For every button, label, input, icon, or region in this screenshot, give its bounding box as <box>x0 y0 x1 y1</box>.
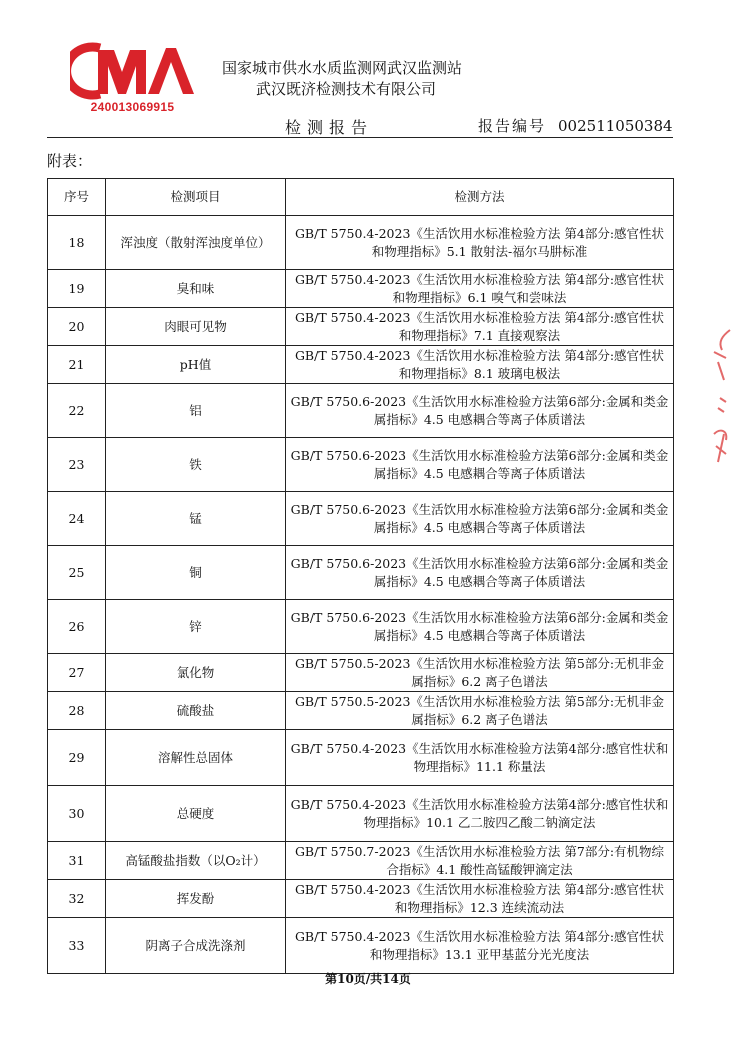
table-row <box>48 600 674 654</box>
test-method: GB/T 5750.4-2023《生活饮用水标准检验方法 第4部分:感官性状和物理指标》5.1 散射法-福尔马肼标准 <box>286 216 674 270</box>
row-number: 22 <box>48 384 106 438</box>
test-item: 硫酸盐 <box>106 692 286 730</box>
row-number: 21 <box>48 346 106 384</box>
row-number: 23 <box>48 438 106 492</box>
row-number: 26 <box>48 600 106 654</box>
table-row <box>48 492 674 546</box>
test-method: GB/T 5750.6-2023《生活饮用水标准检验方法第6部分:金属和类金属指标》4.5 电感耦合等离子体质谱法 <box>286 546 674 600</box>
table-row <box>48 786 674 842</box>
table-row <box>48 270 674 308</box>
row-number: 29 <box>48 730 106 786</box>
test-item: 高锰酸盐指数（以O₂计） <box>106 842 286 880</box>
attachment-label: 附表： <box>47 152 93 170</box>
test-method: GB/T 5750.4-2023《生活饮用水标准检验方法 第4部分:感官性状和物理指标》8.1 玻璃电极法 <box>286 346 674 384</box>
row-number: 30 <box>48 786 106 842</box>
test-method: GB/T 5750.4-2023《生活饮用水标准检验方法第4部分:感官性状和物理指标》11.1 称量法 <box>286 730 674 786</box>
test-item: 铝 <box>106 384 286 438</box>
report-number-value: 002511050384 <box>558 117 673 135</box>
test-item: 挥发酚 <box>106 880 286 918</box>
test-method: GB/T 5750.4-2023《生活饮用水标准检验方法 第4部分:感官性状和物理指标》13.1 亚甲基蓝分光光度法 <box>286 918 674 974</box>
test-item: 肉眼可见物 <box>106 308 286 346</box>
header-item: 检测项目 <box>106 179 286 216</box>
test-item: 铁 <box>106 438 286 492</box>
table-row <box>48 438 674 492</box>
test-item: 溶解性总固体 <box>106 730 286 786</box>
table-row <box>48 546 674 600</box>
test-method: GB/T 5750.4-2023《生活饮用水标准检验方法 第4部分:感官性状和物理指标》6.1 嗅气和尝味法 <box>286 270 674 308</box>
test-method: GB/T 5750.6-2023《生活饮用水标准检验方法第6部分:金属和类金属指标》4.5 电感耦合等离子体质谱法 <box>286 438 674 492</box>
row-number: 32 <box>48 880 106 918</box>
test-method: GB/T 5750.7-2023《生活饮用水标准检验方法 第7部分:有机物综合指标》4.1 酸性高锰酸钾滴定法 <box>286 842 674 880</box>
test-method: GB/T 5750.4-2023《生活饮用水标准检验方法第4部分:感官性状和物理指标》10.1 乙二胺四乙酸二钠滴定法 <box>286 786 674 842</box>
table-row <box>48 308 674 346</box>
table-row <box>48 918 674 974</box>
test-item: 阴离子合成洗涤剂 <box>106 918 286 974</box>
header-no: 序号 <box>48 179 106 216</box>
test-method: GB/T 5750.6-2023《生活饮用水标准检验方法第6部分:金属和类金属指标》4.5 电感耦合等离子体质谱法 <box>286 600 674 654</box>
test-item: 铜 <box>106 546 286 600</box>
row-number: 25 <box>48 546 106 600</box>
seal-stamp-edge <box>700 322 736 482</box>
test-item: 总硬度 <box>106 786 286 842</box>
table-row <box>48 654 674 692</box>
row-number: 24 <box>48 492 106 546</box>
table-header-row <box>48 179 674 216</box>
test-item: pH值 <box>106 346 286 384</box>
table-row <box>48 384 674 438</box>
header-rule <box>47 137 673 138</box>
header-method: 检测方法 <box>286 179 674 216</box>
table-row <box>48 842 674 880</box>
table-row <box>48 346 674 384</box>
test-item: 臭和味 <box>106 270 286 308</box>
row-number: 18 <box>48 216 106 270</box>
test-item: 锰 <box>106 492 286 546</box>
report-number-label: 报告编号 <box>478 117 547 135</box>
cma-cert-number: 240013069915 <box>90 100 175 114</box>
test-method: GB/T 5750.5-2023《生活饮用水标准检验方法 第5部分:无机非金属指标》6.2 离子色谱法 <box>286 692 674 730</box>
row-number: 19 <box>48 270 106 308</box>
table-row <box>48 730 674 786</box>
test-method: GB/T 5750.6-2023《生活饮用水标准检验方法第6部分:金属和类金属指标》4.5 电感耦合等离子体质谱法 <box>286 384 674 438</box>
test-method: GB/T 5750.4-2023《生活饮用水标准检验方法 第4部分:感官性状和物理指标》12.3 连续流动法 <box>286 880 674 918</box>
cma-mark-icon <box>70 42 195 100</box>
doc-title: 检测报告 <box>285 118 374 137</box>
table-row <box>48 216 674 270</box>
org-name-line2: 武汉既济检测技术有限公司 <box>256 80 437 98</box>
org-name-line1: 国家城市供水水质监测网武汉监测站 <box>222 59 463 77</box>
table-row <box>48 692 674 730</box>
page-footer: 第10页/共14页 <box>325 972 411 986</box>
row-number: 31 <box>48 842 106 880</box>
row-number: 33 <box>48 918 106 974</box>
test-method: GB/T 5750.5-2023《生活饮用水标准检验方法 第5部分:无机非金属指标》6.2 离子色谱法 <box>286 654 674 692</box>
row-number: 28 <box>48 692 106 730</box>
test-method: GB/T 5750.6-2023《生活饮用水标准检验方法第6部分:金属和类金属指标》4.5 电感耦合等离子体质谱法 <box>286 492 674 546</box>
methods-table <box>47 178 674 974</box>
table-row <box>48 880 674 918</box>
row-number: 20 <box>48 308 106 346</box>
report-number <box>478 115 673 136</box>
cma-logo <box>70 42 195 120</box>
row-number: 27 <box>48 654 106 692</box>
test-item: 锌 <box>106 600 286 654</box>
test-method: GB/T 5750.4-2023《生活饮用水标准检验方法 第4部分:感官性状和物理指标》7.1 直接观察法 <box>286 308 674 346</box>
test-item: 浑浊度（散射浑浊度单位） <box>106 216 286 270</box>
test-item: 氯化物 <box>106 654 286 692</box>
